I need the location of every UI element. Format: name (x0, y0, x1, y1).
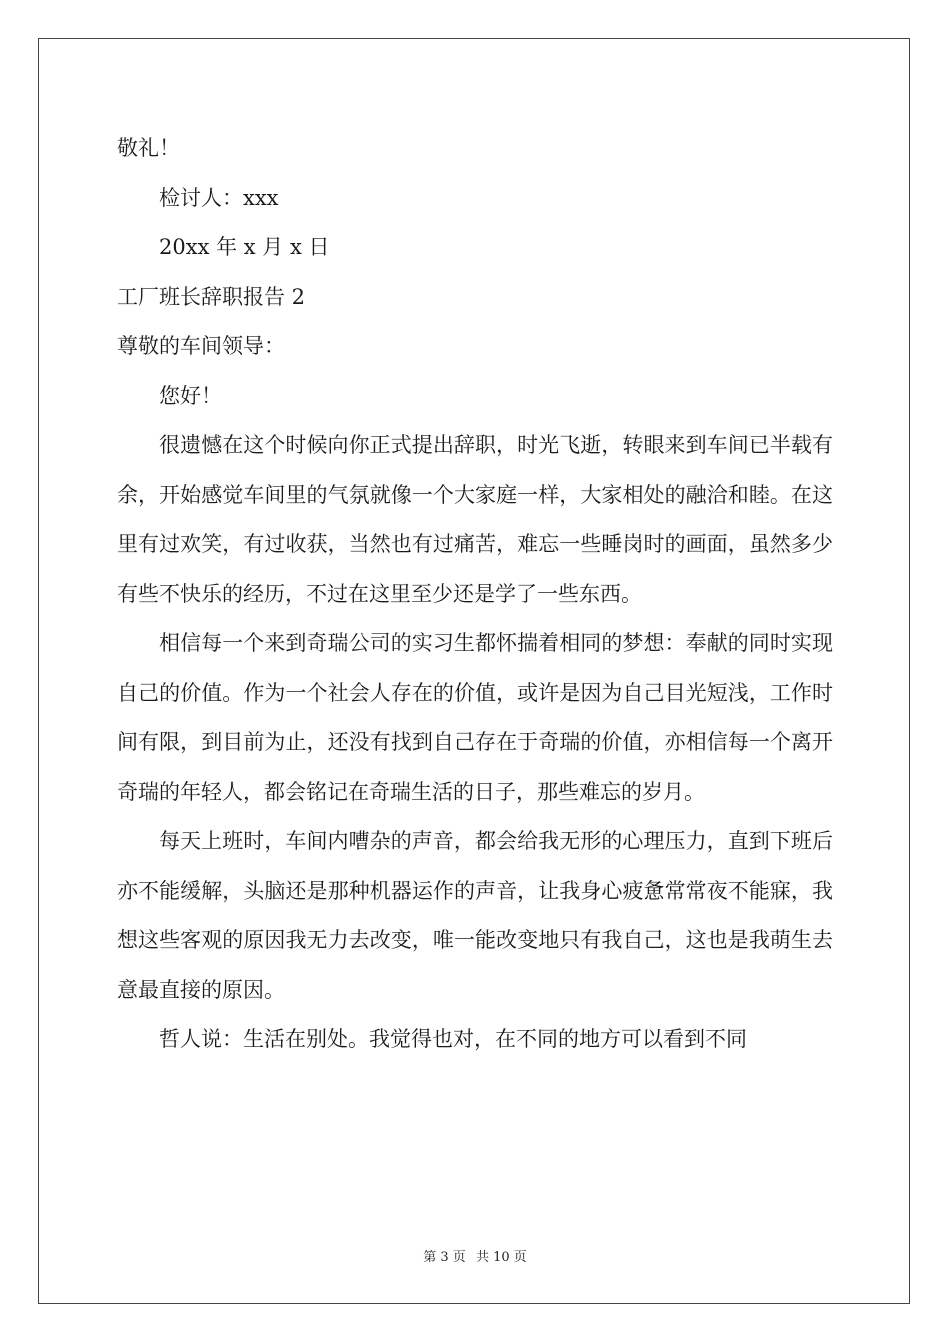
signer-line: 检讨人：xxx (159, 185, 279, 210)
salutation: 尊敬的车间领导： (117, 334, 285, 358)
closing-line: 敬礼！ (117, 136, 180, 160)
paragraph: 哲人说：生活在别处。我觉得也对，在不同的地方可以看到不同 (159, 1027, 747, 1051)
paragraph: 相信每一个来到奇瑞公司的实习生都怀揣着相同的梦想：奉献的同时实现自己的价值。作为一个社会人存在的价值，或许是因为自己目光短浅，工作时间有限，到目前为止，还没有找到自己存在于奇瑞的价值，亦相信每一个离开奇瑞的年轻人，都会铭记在奇瑞生活的日子，那些难忘的岁月。 (117, 631, 833, 804)
page-number: 第 3 页 (423, 1250, 466, 1265)
page-footer (0, 1246, 950, 1265)
paragraph: 很遗憾在这个时候向你正式提出辞职，时光飞逝，转眼来到车间已半载有余，开始感觉车间里的气氛就像一个大家庭一样，大家相处的融洽和睦。在这里有过欢笑，有过收获，当然也有过痛苦，难忘一些睡岗时的画面，虽然多少有些不快乐的经历，不过在这里至少还是学了一些东西。 (117, 433, 833, 606)
page-total: 共 10 页 (475, 1250, 527, 1265)
date-line: 20xx 年 x 月 x 日 (159, 235, 330, 259)
greeting: 您好！ (159, 383, 222, 408)
paragraph: 每天上班时，车间内嘈杂的声音，都会给我无形的心理压力，直到下班后亦不能缓解，头脑还是那种机器运作的声音，让我身心疲惫常常夜不能寐，我想这些客观的原因我无力去改变，唯一能改变地只有我自己，这也是我萌生去意最直接的原因。 (117, 829, 833, 1002)
document-body (117, 124, 833, 1065)
report-title: 工厂班长辞职报告 2 (117, 284, 306, 309)
